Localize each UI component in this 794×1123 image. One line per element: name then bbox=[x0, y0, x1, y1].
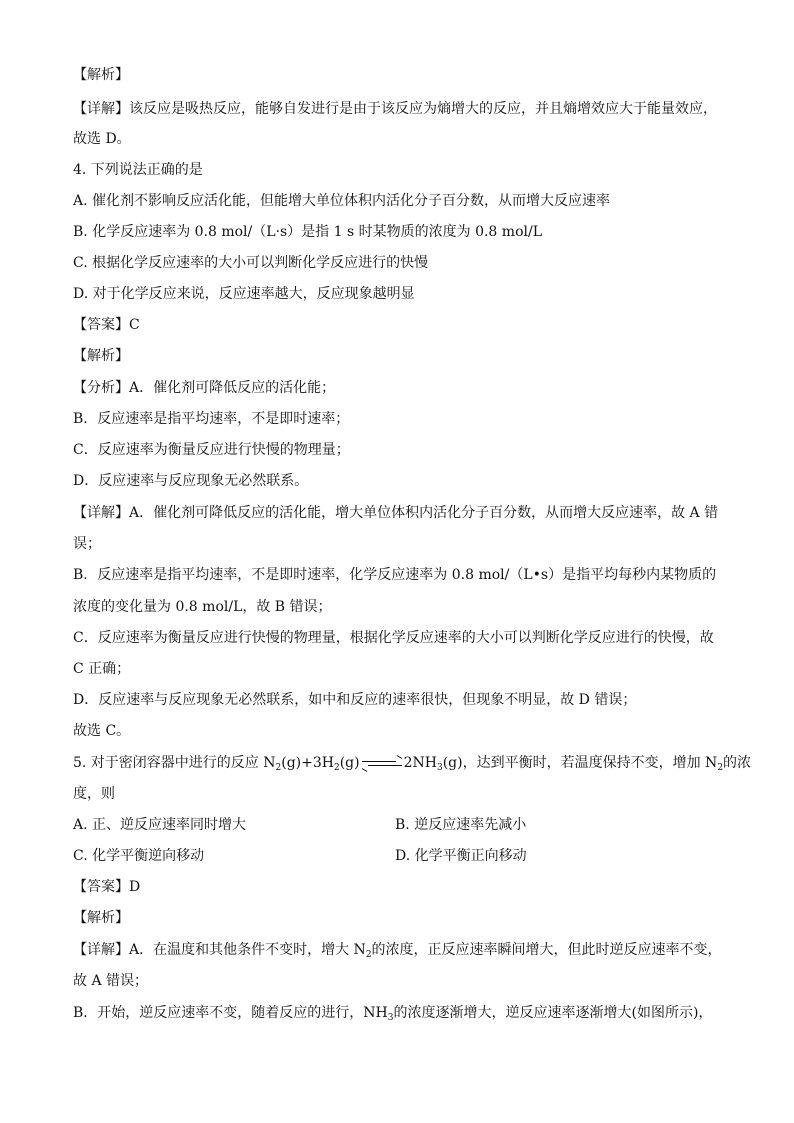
q4-analysis-b: B．反应速率是指平均速率，不是即时速率； bbox=[73, 411, 350, 427]
q4-detail-a-line-1: 【详解】A．催化剂可降低反应的活化能，增大单位体积内活化分子百分数，从而增大反应速率，故 A 错 bbox=[73, 505, 719, 521]
q4-conclusion: 故选 C。 bbox=[73, 723, 131, 739]
q5-option-d: D. 化学平衡正向移动 bbox=[395, 848, 527, 864]
q4-detail-a-line-2: 误； bbox=[73, 536, 101, 552]
q5-jiexi-heading: 【解析】 bbox=[73, 910, 129, 926]
q5-eq-product: 2NH bbox=[403, 755, 437, 771]
q5-eq-part-1: (g)+3H bbox=[281, 755, 334, 771]
q5-stem-line-2: 度，则 bbox=[73, 786, 115, 802]
q5-detail-b-pre: B．开始，逆反应速率不变，随着反应的进行，NH bbox=[73, 1005, 388, 1021]
q5-option-b: B. 逆反应速率先减小 bbox=[395, 817, 527, 833]
q5-detail-b-sub: 3 bbox=[387, 1013, 394, 1023]
q4-detail-b-line-1: B．反应速率是指平均速率，不是即时速率，化学反应速率为 0.8 mol/（L•s）是指平均每秒内某物质的 bbox=[73, 567, 717, 583]
q4-analysis-d: D．反应速率与反应现象无必然联系。 bbox=[73, 473, 309, 489]
q5-answer: 【答案】D bbox=[73, 879, 141, 895]
q5-sub-h2: 2 bbox=[333, 763, 340, 773]
q4-stem: 4. 下列说法正确的是 bbox=[73, 162, 203, 178]
q5-stem-line-1 bbox=[73, 754, 751, 772]
q3-jiexi-heading: 【解析】 bbox=[73, 67, 129, 83]
q5-detail-a-sub: 2 bbox=[365, 950, 372, 960]
q5-eq-part-2: (g) bbox=[339, 755, 360, 771]
q4-option-c: C. 根据化学反应速率的大小可以判断化学反应进行的快慢 bbox=[73, 255, 429, 271]
q4-option-a: A. 催化剂不影响反应活化能，但能增大单位体积内活化分子百分数，从而增大反应速率 bbox=[73, 193, 611, 209]
q4-answer: 【答案】C bbox=[73, 317, 140, 333]
q4-analysis-c: C．反应速率为衡量反应进行快慢的物理量； bbox=[73, 442, 350, 458]
q5-detail-a-line-2: 故 A 错误； bbox=[73, 973, 149, 989]
q4-detail-c-line-2: C 正确； bbox=[73, 661, 131, 677]
q4-option-d: D. 对于化学反应来说，反应速率越大，反应现象越明显 bbox=[73, 286, 415, 302]
q5-sub-n2: 2 bbox=[275, 763, 282, 773]
equilibrium-arrow-icon bbox=[362, 759, 402, 768]
q3-detail-line-1: 【详解】该反应是吸热反应，能够自发进行是由于该反应为熵增大的反应，并且熵增效应大于能量效应， bbox=[73, 101, 717, 117]
q5-stem-prefix: 5. 对于密闭容器中进行的反应 N bbox=[73, 755, 276, 771]
q3-detail-line-2: 故选 D。 bbox=[73, 131, 131, 147]
q5-detail-b-post: 的浓度逐渐增大，逆反应速率逐渐增大(如图所示)， bbox=[393, 1005, 713, 1021]
q4-jiexi-heading: 【解析】 bbox=[73, 348, 129, 364]
q4-detail-c-line-1: C．反应速率为衡量反应进行快慢的物理量，根据化学反应速率的大小可以判断化学反应进行的快慢，故 bbox=[73, 630, 714, 646]
q5-eq-part-3: (g)，达到平衡时，若温度保持不变，增加 N bbox=[442, 755, 718, 771]
q5-detail-b-line-1 bbox=[73, 1004, 712, 1022]
q5-detail-a-post: 的浓度，正反应速率瞬间增大，但此时逆反应速率不变， bbox=[371, 942, 722, 958]
q4-option-b: B. 化学反应速率为 0.8 mol/（L·s）是指 1 s 时某物质的浓度为 0.8 mol/L bbox=[73, 224, 542, 240]
q5-detail-a-pre: 【详解】A．在温度和其他条件不变时，增大 N bbox=[73, 942, 366, 958]
q5-option-a: A. 正、逆反应速率同时增大 bbox=[73, 817, 247, 833]
q5-stem-suffix: 的浓 bbox=[723, 755, 752, 771]
q4-detail-b-line-2: 浓度的变化量为 0.8 mol/L，故 B 错误； bbox=[73, 599, 332, 615]
q5-sub-n2b: 2 bbox=[717, 763, 724, 773]
q4-analysis-a: 【分析】A．催化剂可降低反应的活化能； bbox=[73, 380, 336, 396]
q5-sub-nh3: 3 bbox=[436, 763, 443, 773]
q4-detail-d: D．反应速率与反应现象无必然联系，如中和反应的速率很快，但现象不明显，故 D 错误； bbox=[73, 692, 637, 708]
q5-detail-a-line-1 bbox=[73, 941, 722, 959]
q5-option-c: C. 化学平衡逆向移动 bbox=[73, 848, 205, 864]
